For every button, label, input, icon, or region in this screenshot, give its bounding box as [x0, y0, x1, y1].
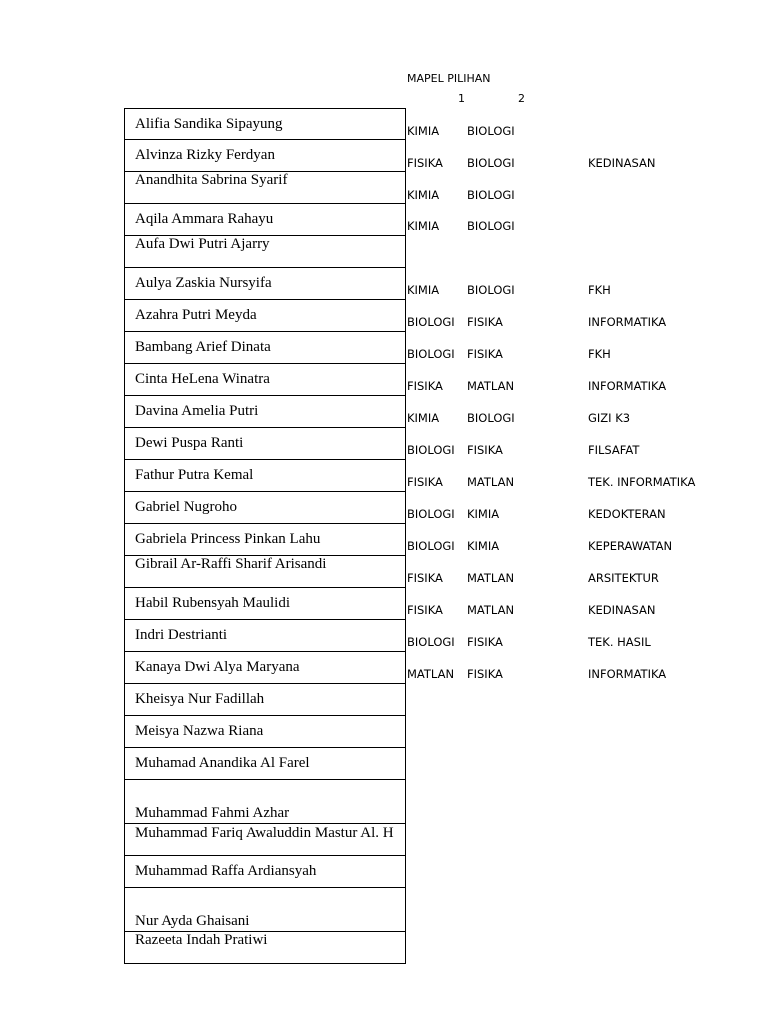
- table-row: [124, 888, 406, 932]
- career-choice: KEPERAWATAN: [588, 539, 673, 553]
- student-name: Kanaya Dwi Alya Maryana: [135, 659, 300, 675]
- table-row: [124, 428, 406, 460]
- student-name: Muhamad Anandika Al Farel: [135, 755, 310, 771]
- student-name-table: [124, 108, 406, 964]
- choice-1: BIOLOGI: [407, 443, 455, 457]
- table-row: [124, 364, 406, 396]
- choice-2: MATLAN: [467, 475, 515, 489]
- table-row: [124, 684, 406, 716]
- career-choice: INFORMATIKA: [588, 379, 667, 393]
- student-name: Alifia Sandika Sipayung: [135, 116, 283, 132]
- table-row: [124, 524, 406, 556]
- student-name: Muhammad Fahmi Azhar: [135, 805, 290, 821]
- career-choice: FKH: [588, 347, 611, 361]
- student-name: Bambang Arief Dinata: [135, 339, 271, 355]
- choice-1: FISIKA: [407, 571, 443, 585]
- student-name: Alvinza Rizky Ferdyan: [135, 147, 275, 163]
- student-name: Aufa Dwi Putri Ajarry: [135, 236, 270, 252]
- student-name: Indri Destrianti: [135, 627, 228, 643]
- choice-1: KIMIA: [407, 219, 440, 233]
- choice-1: KIMIA: [407, 411, 440, 425]
- table-row: [124, 300, 406, 332]
- career-choice: TEK. HASIL: [588, 635, 651, 649]
- choice-2: FISIKA: [467, 443, 503, 457]
- table-row: [124, 204, 406, 236]
- mapel-pilihan-header: MAPEL PILIHAN: [407, 72, 491, 85]
- table-row: [124, 588, 406, 620]
- student-name: Dewi Puspa Ranti: [135, 435, 244, 451]
- choice-1: FISIKA: [407, 379, 443, 393]
- table-row: [124, 492, 406, 524]
- choice-1: BIOLOGI: [407, 539, 455, 553]
- table-row: [124, 824, 406, 856]
- career-choice: KEDINASAN: [588, 603, 656, 617]
- career-choice: INFORMATIKA: [588, 667, 667, 681]
- table-row: [124, 140, 406, 172]
- choice-1: BIOLOGI: [407, 507, 455, 521]
- student-name: Gabriela Princess Pinkan Lahu: [135, 531, 321, 547]
- choice-2: KIMIA: [467, 507, 500, 521]
- choice-2: BIOLOGI: [467, 283, 515, 297]
- choice-2: BIOLOGI: [467, 188, 515, 202]
- table-row: [124, 748, 406, 780]
- table-row: [124, 556, 406, 588]
- choice-2: FISIKA: [467, 347, 503, 361]
- career-choice: KEDOKTERAN: [588, 507, 666, 521]
- choice-2: BIOLOGI: [467, 411, 515, 425]
- student-name: Nur Ayda Ghaisani: [135, 913, 250, 929]
- student-name: Muhammad Raffa Ardiansyah: [135, 863, 317, 879]
- student-name: Anandhita Sabrina Syarif: [135, 172, 288, 188]
- table-row: [124, 716, 406, 748]
- table-row: [124, 108, 406, 140]
- student-name: Meisya Nazwa Riana: [135, 723, 264, 739]
- choice-1: BIOLOGI: [407, 347, 455, 361]
- choice-2: KIMIA: [467, 539, 500, 553]
- student-name: Muhammad Fariq Awaluddin Mastur Al. H: [135, 825, 394, 841]
- choice-1: BIOLOGI: [407, 315, 455, 329]
- column-2-header: 2: [518, 92, 525, 105]
- choice-1: MATLAN: [407, 667, 455, 681]
- student-name: Fathur Putra Kemal: [135, 467, 254, 483]
- choice-1: BIOLOGI: [407, 635, 455, 649]
- student-name: Davina Amelia Putri: [135, 403, 259, 419]
- table-row: [124, 236, 406, 268]
- student-name: Habil Rubensyah Maulidi: [135, 595, 290, 611]
- career-choice: FKH: [588, 283, 611, 297]
- career-choice: ARSITEKTUR: [588, 571, 659, 585]
- student-name: Kheisya Nur Fadillah: [135, 691, 265, 707]
- choice-2: BIOLOGI: [467, 156, 515, 170]
- column-1-header: 1: [458, 92, 465, 105]
- choice-2: BIOLOGI: [467, 219, 515, 233]
- table-row: [124, 652, 406, 684]
- student-name: Razeeta Indah Pratiwi: [135, 932, 268, 948]
- choice-2: BIOLOGI: [467, 124, 515, 138]
- choice-2: FISIKA: [467, 667, 503, 681]
- student-name: Cinta HeLena Winatra: [135, 371, 270, 387]
- choice-2: FISIKA: [467, 635, 503, 649]
- table-row: [124, 172, 406, 204]
- choice-1: FISIKA: [407, 475, 443, 489]
- choice-1: FISIKA: [407, 156, 443, 170]
- student-name: Gabriel Nugroho: [135, 499, 238, 515]
- career-choice: TEK. INFORMATIKA: [588, 475, 696, 489]
- student-name: Azahra Putri Meyda: [135, 307, 257, 323]
- table-row: [124, 396, 406, 428]
- choice-1: KIMIA: [407, 188, 440, 202]
- student-name: Gibrail Ar-Raffi Sharif Arisandi: [135, 556, 327, 572]
- table-row: [124, 332, 406, 364]
- table-row: [124, 460, 406, 492]
- career-choice: FILSAFAT: [588, 443, 640, 457]
- student-name: Aqila Ammara Rahayu: [135, 211, 274, 227]
- table-row: [124, 268, 406, 300]
- choice-1: FISIKA: [407, 603, 443, 617]
- student-name: Aulya Zaskia Nursyifa: [135, 275, 272, 291]
- career-choice: GIZI K3: [588, 411, 631, 425]
- choice-2: FISIKA: [467, 315, 503, 329]
- table-row: [124, 620, 406, 652]
- choice-1: KIMIA: [407, 124, 440, 138]
- choice-2: MATLAN: [467, 603, 515, 617]
- table-row: [124, 856, 406, 888]
- career-choice: INFORMATIKA: [588, 315, 667, 329]
- career-choice: KEDINASAN: [588, 156, 656, 170]
- table-row: [124, 780, 406, 824]
- choice-2: MATLAN: [467, 379, 515, 393]
- choice-2: MATLAN: [467, 571, 515, 585]
- table-row: [124, 932, 406, 964]
- choice-1: KIMIA: [407, 283, 440, 297]
